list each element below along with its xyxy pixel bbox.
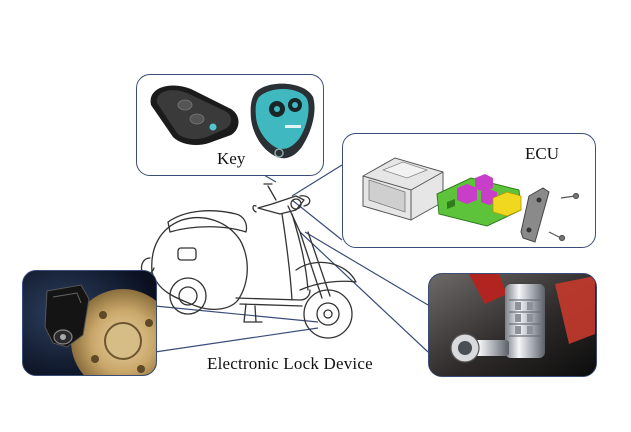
diagram-caption: Electronic Lock Device: [207, 354, 373, 373]
ecu-bracket-icon: [521, 188, 549, 242]
lock-cylinder-icon: [505, 284, 545, 358]
steering-lock-callout: [428, 273, 597, 377]
disc-lock-callout: [22, 270, 157, 376]
disc-lock-photo: [23, 271, 156, 375]
ecu-callout: [342, 133, 596, 248]
teal-key-fob-icon: [251, 84, 315, 159]
ecu-label: ECU: [525, 144, 559, 163]
steering-lock-photo: [429, 274, 596, 376]
ecu-circuit-board-icon: [437, 174, 521, 226]
ecu-exploded-view: [343, 134, 595, 247]
black-key-fob-icon: [151, 86, 239, 145]
key-label: Key: [217, 149, 246, 168]
ecu-housing-icon: [363, 158, 443, 220]
key-callout: [136, 74, 324, 176]
ecu-screw-icon: [549, 194, 579, 241]
